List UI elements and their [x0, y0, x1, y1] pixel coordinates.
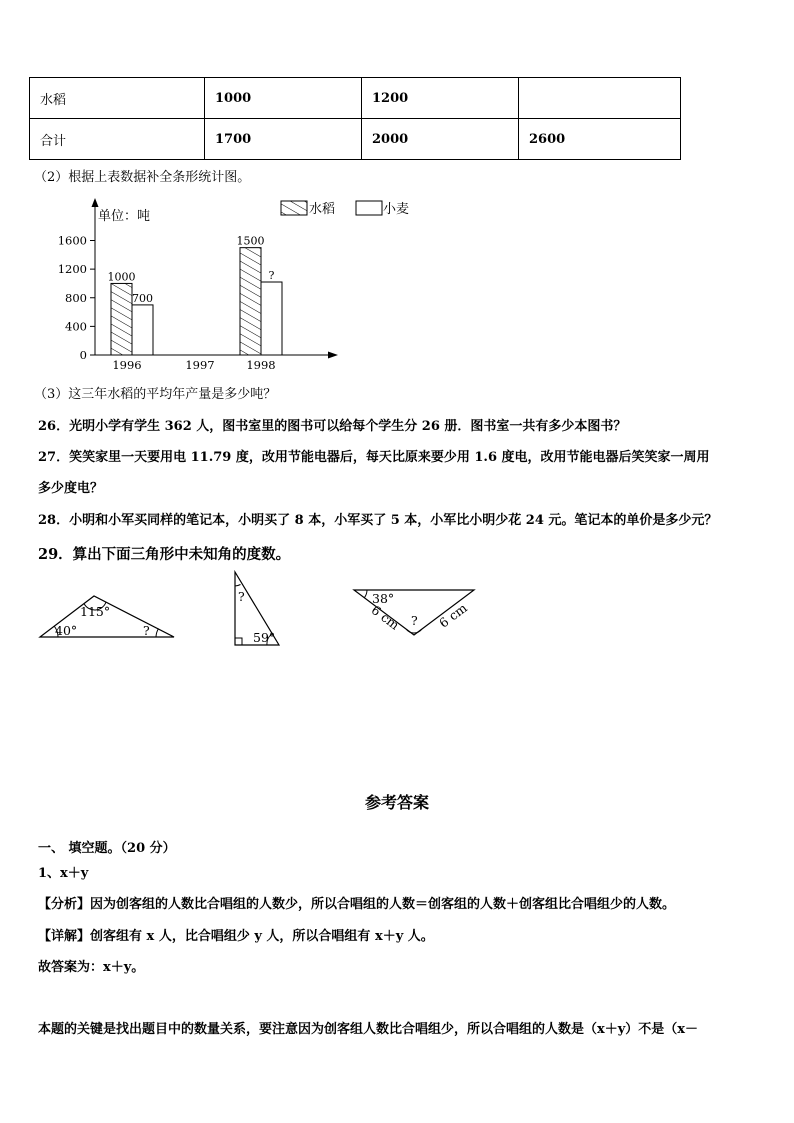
bar-data-label: 700: [132, 291, 153, 305]
y-axis-label: 单位：吨: [98, 209, 151, 224]
question-28: 28．小明和小军买同样的笔记本，小明买了 8 本，小军买了 5 本，小军比小明少花 24 元。笔记本的单价是多少元？: [38, 513, 718, 528]
question-27-line2: 多少度电？: [38, 481, 104, 496]
question-3: （3）这三年水稻的平均年产量是多少吨？: [34, 387, 277, 402]
legend-label-wheat: 小麦: [383, 202, 410, 217]
table-cell: 1700: [205, 119, 362, 160]
legend-swatch-rice: [281, 201, 307, 215]
bar-data-label: ?: [268, 269, 275, 283]
detail-line: [38, 929, 434, 945]
question-26: 26．光明小学有学生 362 人，图书室里的图书可以给每个学生分 26 册．图书室一共有多少本图书？: [38, 419, 627, 434]
table-cell: [519, 78, 681, 119]
table-cell: 2000: [362, 119, 519, 160]
bar-chart: [50, 192, 410, 374]
triangle-2: [235, 572, 279, 645]
triangle-2-bottom-angle: 59°: [253, 630, 276, 645]
triangle-1: [40, 596, 174, 638]
table-row: [30, 78, 681, 119]
table-row: [30, 119, 681, 160]
bar: [132, 305, 153, 355]
table-cell: 水稻: [30, 78, 205, 119]
question-27-line1: 27．笑笑家里一天要用电 11.79 度，改用节能电器后，每天比原来要少用 1.6 度电，改用节能电器后笑笑家一周用: [38, 450, 710, 465]
y-axis-arrow: [92, 198, 99, 207]
table-cell: 合计: [30, 119, 205, 160]
conclusion: 故答案为：x＋y。: [38, 960, 145, 975]
question-29: 29．算出下面三角形中未知角的度数。: [38, 546, 291, 563]
bar-data-label: 1500: [236, 234, 265, 248]
table-cell: 2600: [519, 119, 681, 160]
answer-1: 1、x＋y: [38, 866, 89, 881]
question-2: （2）根据上表数据补全条形统计图。: [34, 170, 251, 185]
triangle-3-bottom-angle: ?: [411, 613, 418, 628]
detail-tag: 【详解】: [38, 929, 91, 944]
bar: [111, 283, 132, 355]
triangle-3-left-side: 6 cm: [368, 602, 403, 633]
note-text: 本题的关键是找出题目中的数量关系，要注意因为创客组人数比合唱组少，所以合唱组的人数是（x＋y）不是（x－: [38, 1022, 699, 1037]
triangle-3-left-angle: 38°: [372, 591, 395, 606]
y-tick-label: 800: [65, 290, 87, 305]
x-axis-arrow: [328, 352, 338, 359]
legend-swatch-wheat: [356, 201, 382, 215]
table-cell: 1000: [205, 78, 362, 119]
section-1-title: 一、 填空题。（20 分）: [38, 841, 176, 856]
y-tick-label: 0: [79, 348, 87, 362]
analysis-line: [38, 897, 675, 913]
detail-text: 创客组有 x 人，比合唱组少 y 人，所以合唱组有 x＋y 人。: [90, 929, 434, 944]
answer-title: 参考答案: [364, 793, 429, 812]
y-tick-label: 400: [65, 319, 87, 334]
triangle-1-left-angle: 40°: [55, 623, 78, 638]
x-tick-label: 1996: [112, 358, 142, 372]
triangle-1-top-angle: 115°: [80, 604, 111, 619]
bar-data-label: 1000: [107, 270, 136, 284]
y-tick-label: 1200: [57, 262, 87, 277]
triangle-3-right-side: 6 cm: [436, 600, 470, 631]
x-tick-label: 1998: [246, 358, 276, 372]
data-table: [29, 77, 681, 160]
analysis-text: 因为创客组的人数比合唱组的人数少，所以合唱组的人数＝创客组的人数＋创客组比合唱组少的人数。: [90, 897, 676, 912]
triangle-2-top-angle: ?: [238, 589, 245, 604]
analysis-tag: 【分析】: [38, 897, 91, 912]
y-tick-label: 1600: [57, 233, 87, 248]
table-cell: 1200: [362, 78, 519, 119]
legend-label-rice: 水稻: [309, 202, 336, 217]
triangle-1-right-angle: ?: [143, 623, 150, 638]
triangle-figures: [0, 565, 794, 655]
x-tick-label: 1997: [185, 358, 215, 372]
bar: [261, 282, 282, 355]
triangle-3: [354, 590, 474, 635]
bar: [240, 248, 261, 355]
